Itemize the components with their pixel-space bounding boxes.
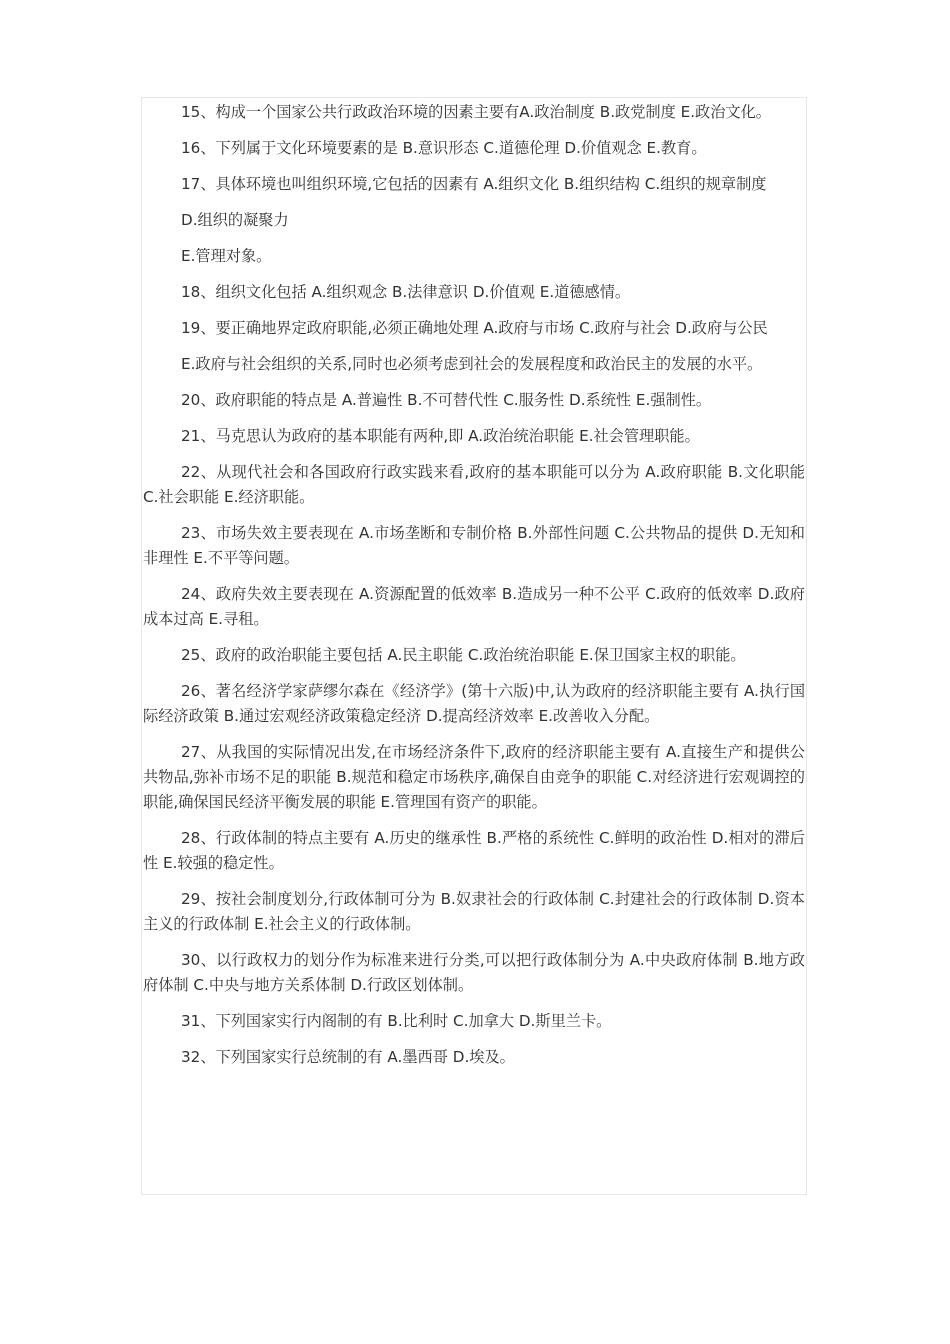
- paragraph-17-option-d: D.组织的凝聚力: [181, 211, 289, 229]
- paragraph-27: 27、从我国的实际情况出发,在市场经济条件下,政府的经济职能主要有 A.直接生产和提供公共物品,弥补市场不足的职能 B.规范和稳定市场秩序,确保自由竞争的职能 C.对经济进行宏观调控的职能,确保国民经济平衡发展的职能 E.管理国有资产的职能。: [143, 743, 805, 811]
- paragraph-32: 32、下列国家实行总统制的有 A.墨西哥 D.埃及。: [181, 1048, 515, 1066]
- paragraph-18: 18、组织文化包括 A.组织观念 B.法律意识 D.价值观 E.道德感情。: [181, 283, 631, 301]
- paragraph-19-option-e: E.政府与社会组织的关系,同时也必须考虑到社会的发展程度和政治民主的发展的水平。: [181, 355, 763, 373]
- paragraph-16: 16、下列属于文化环境要素的是 B.意识形态 C.道德伦理 D.价值观念 E.教育。: [181, 139, 707, 157]
- paragraph-28: 28、行政体制的特点主要有 A.历史的继承性 B.严格的系统性 C.鲜明的政治性 D.相对的滞后性 E.较强的稳定性。: [143, 829, 805, 872]
- paragraph-21: 21、马克思认为政府的基本职能有两种,即 A.政治统治职能 E.社会管理职能。: [181, 427, 700, 445]
- paragraph-30: 30、以行政权力的划分作为标准来进行分类,可以把行政体制分为 A.中央政府体制 B.地方政府体制 C.中央与地方关系体制 D.行政区划体制。: [143, 951, 805, 994]
- paragraph-29: 29、按社会制度划分,行政体制可分为 B.奴隶社会的行政体制 C.封建社会的行政体制 D.资本主义的行政体制 E.社会主义的行政体制。: [143, 890, 805, 933]
- paragraph-20: 20、政府职能的特点是 A.普遍性 B.不可替代性 C.服务性 D.系统性 E.强制性。: [181, 391, 712, 409]
- paragraph-17-option-e: E.管理对象。: [181, 247, 272, 265]
- document-body: [143, 100, 805, 1081]
- paragraph-17: 17、具体环境也叫组织环境,它包括的因素有 A.组织文化 B.组织结构 C.组织的规章制度: [181, 175, 767, 193]
- paragraph-31: 31、下列国家实行内阁制的有 B.比利时 C.加拿大 D.斯里兰卡。: [181, 1012, 612, 1030]
- paragraph-15: 15、构成一个国家公共行政政治环境的因素主要有A.政治制度 B.政党制度 E.政治文化。: [181, 103, 771, 121]
- paragraph-22: 22、从现代社会和各国政府行政实践来看,政府的基本职能可以分为 A.政府职能 B.文化职能 C.社会职能 E.经济职能。: [143, 463, 805, 506]
- paragraph-24: 24、政府失效主要表现在 A.资源配置的低效率 B.造成另一种不公平 C.政府的低效率 D.政府成本过高 E.寻租。: [143, 585, 805, 628]
- paragraph-23: 23、市场失效主要表现在 A.市场垄断和专制价格 B.外部性问题 C.公共物品的提供 D.无知和非理性 E.不平等问题。: [143, 524, 805, 567]
- paragraph-26: 26、著名经济学家萨缪尔森在《经济学》(第十六版)中,认为政府的经济职能主要有 A.执行国际经济政策 B.通过宏观经济政策稳定经济 D.提高经济效率 E.改善收入分配。: [143, 682, 805, 725]
- paragraph-19: 19、要正确地界定政府职能,必须正确地处理 A.政府与市场 C.政府与社会 D.政府与公民: [181, 319, 768, 337]
- paragraph-25: 25、政府的政治职能主要包括 A.民主职能 C.政治统治职能 E.保卫国家主权的职能。: [181, 646, 746, 664]
